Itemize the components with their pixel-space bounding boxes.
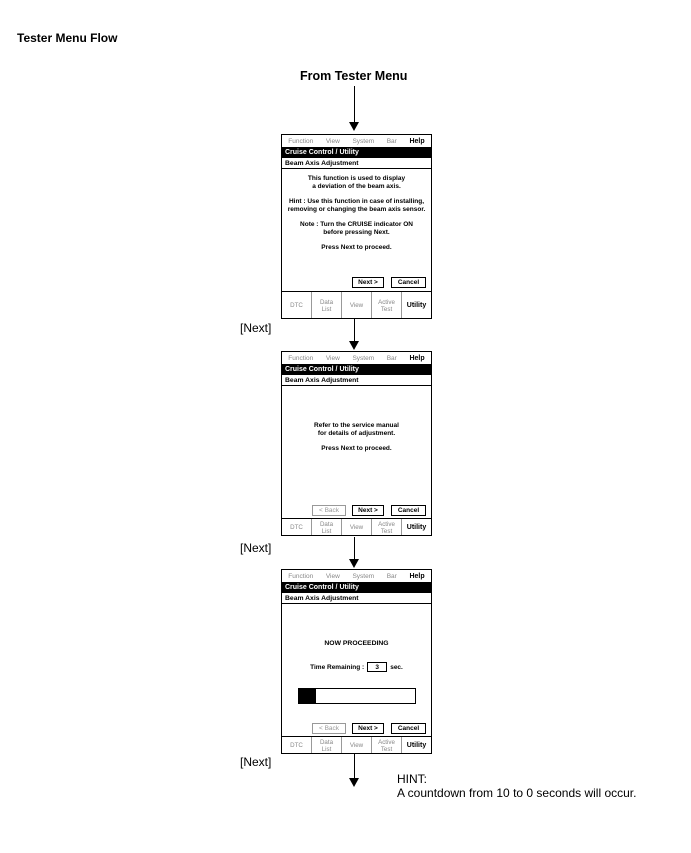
screen-body	[284, 175, 429, 259]
flow-arrowhead-1	[349, 122, 359, 131]
cancel-button[interactable]: Cancel	[391, 723, 426, 734]
start-label: From Tester Menu	[300, 69, 408, 83]
proceed-text: Press Next to proceed.	[321, 445, 392, 452]
time-remaining-value: 3	[367, 662, 387, 672]
menu-system[interactable]: System	[352, 354, 375, 362]
flow-arrow-1	[354, 86, 355, 122]
body-line: Refer to the service manual	[314, 422, 399, 429]
menu-function[interactable]: Function	[288, 572, 314, 580]
menu-bar	[282, 570, 431, 583]
screen-title: Cruise Control / Utility	[282, 583, 431, 593]
tab-data-list[interactable]: Data List	[312, 737, 342, 754]
next-button[interactable]: Next >	[352, 723, 384, 734]
progress-fill	[299, 689, 316, 703]
tab-utility[interactable]: Utility	[406, 524, 427, 531]
time-unit: sec.	[390, 663, 403, 671]
back-button[interactable]: < Back	[312, 723, 346, 734]
tab-bar	[282, 737, 431, 754]
screen-title: Cruise Control / Utility	[282, 365, 431, 375]
step-label-next: [Next]	[240, 755, 272, 769]
cancel-button[interactable]: Cancel	[391, 277, 426, 288]
screen-body	[284, 422, 429, 460]
progress-bar	[298, 688, 416, 704]
body-line: for details of adjustment.	[317, 430, 396, 437]
menu-bar-item[interactable]: Bar	[386, 137, 397, 145]
menu-system[interactable]: System	[352, 572, 375, 580]
time-remaining-label: Time Remaining :	[310, 663, 365, 671]
tab-view[interactable]: View	[342, 519, 372, 536]
page-title: Tester Menu Flow	[17, 31, 118, 45]
screen-subtitle: Beam Axis Adjustment	[282, 375, 431, 386]
menu-help[interactable]: Help	[409, 137, 425, 145]
screen-subtitle: Beam Axis Adjustment	[282, 593, 431, 604]
menu-bar-item[interactable]: Bar	[386, 354, 397, 362]
flow-arrow-3	[354, 537, 355, 559]
hint-line: removing or changing the beam axis sensor.	[287, 206, 426, 213]
menu-view[interactable]: View	[325, 572, 340, 580]
menu-function[interactable]: Function	[288, 137, 314, 145]
body-line: This function is used to display	[307, 175, 406, 182]
tab-dtc[interactable]: DTC	[282, 519, 312, 536]
screen-subtitle: Beam Axis Adjustment	[282, 158, 431, 169]
tab-active-test[interactable]: Active Test	[372, 737, 402, 754]
hint-text: A countdown from 10 to 0 seconds will occur.	[397, 786, 637, 800]
cancel-button[interactable]: Cancel	[391, 505, 426, 516]
note-line: Note : Turn the CRUISE indicator ON	[300, 221, 413, 228]
tab-bar	[282, 292, 431, 319]
tab-data-list[interactable]: Data List	[312, 292, 342, 319]
menu-help[interactable]: Help	[409, 572, 425, 580]
next-button[interactable]: Next >	[352, 277, 384, 288]
menu-bar-item[interactable]: Bar	[386, 572, 397, 580]
flow-arrow-4	[354, 754, 355, 778]
tester-screen-2	[281, 351, 432, 536]
menu-help[interactable]: Help	[409, 354, 425, 362]
hint-block	[397, 772, 636, 800]
menu-bar	[282, 352, 431, 365]
hint-line: Hint : Use this function in case of installing,	[288, 198, 425, 205]
tab-bar	[282, 519, 431, 536]
menu-view[interactable]: View	[325, 137, 340, 145]
flow-arrowhead-2	[349, 341, 359, 350]
hint-title: HINT:	[397, 772, 427, 786]
back-button[interactable]: < Back	[312, 505, 346, 516]
step-label-next: [Next]	[240, 541, 272, 555]
tab-dtc[interactable]: DTC	[282, 292, 312, 319]
screen-title: Cruise Control / Utility	[282, 148, 431, 158]
time-remaining-row	[282, 662, 431, 672]
status-text: NOW PROCEEDING	[324, 640, 389, 647]
flow-arrow-2	[354, 319, 355, 341]
tab-data-list[interactable]: Data List	[312, 519, 342, 536]
next-button[interactable]: Next >	[352, 505, 384, 516]
menu-function[interactable]: Function	[288, 354, 314, 362]
tester-screen-1	[281, 134, 432, 319]
step-label-next: [Next]	[240, 321, 272, 335]
tester-screen-3	[281, 569, 432, 754]
tab-active-test[interactable]: Active Test	[372, 519, 402, 536]
flow-arrowhead-3	[349, 559, 359, 568]
tab-utility[interactable]: Utility	[406, 302, 427, 309]
menu-bar	[282, 135, 431, 148]
note-line: before pressing Next.	[323, 229, 390, 236]
menu-view[interactable]: View	[325, 354, 340, 362]
tab-dtc[interactable]: DTC	[282, 737, 312, 754]
proceed-text: Press Next to proceed.	[321, 244, 392, 251]
tab-utility[interactable]: Utility	[406, 742, 427, 749]
tab-view[interactable]: View	[342, 292, 372, 319]
body-line: a deviation of the beam axis.	[312, 183, 401, 190]
tab-view[interactable]: View	[342, 737, 372, 754]
flow-arrowhead-4	[349, 778, 359, 787]
tab-active-test[interactable]: Active Test	[372, 292, 402, 319]
menu-system[interactable]: System	[352, 137, 375, 145]
